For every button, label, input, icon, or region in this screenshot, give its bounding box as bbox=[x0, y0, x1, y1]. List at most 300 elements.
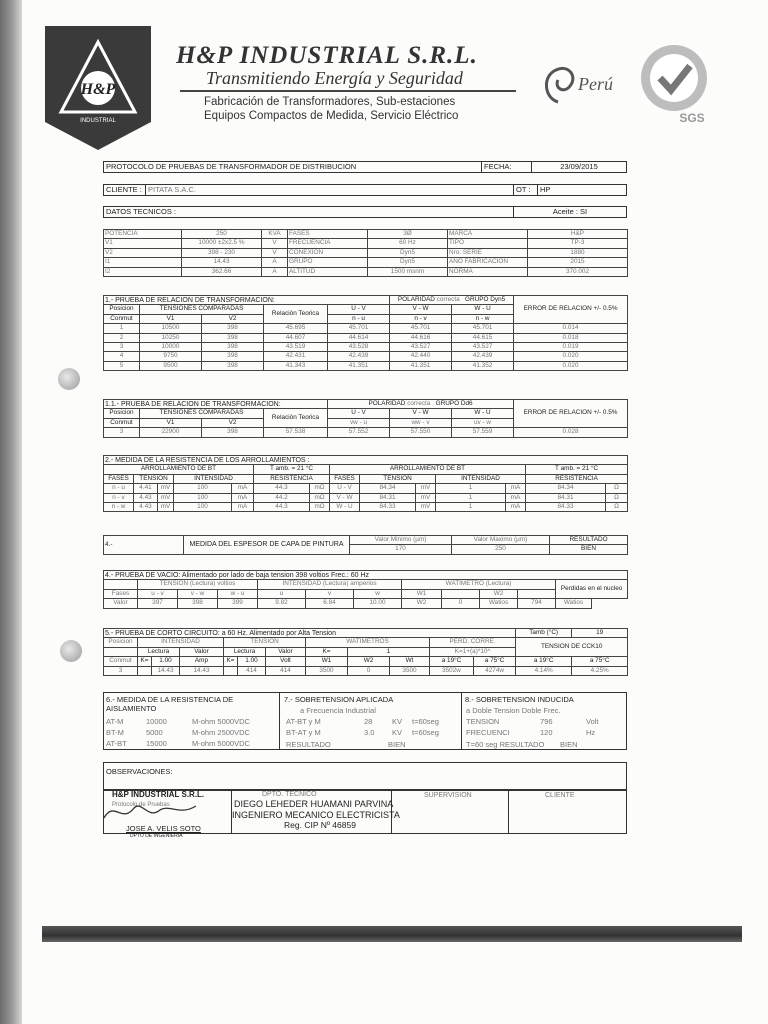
table-cell: mV bbox=[416, 502, 436, 511]
position-header: Posicion bbox=[104, 305, 140, 314]
paint-max-value: 250 bbox=[452, 545, 550, 554]
table-row bbox=[104, 666, 628, 675]
protocol-title-row bbox=[103, 161, 627, 173]
table-row bbox=[104, 333, 628, 342]
winding-resistance-table bbox=[103, 455, 628, 512]
table-cell: mA bbox=[506, 493, 526, 502]
ratio-test-title: 1.- PRUEBA DE RELACION DE TRANSFORMACION: bbox=[104, 296, 390, 305]
table-cell: mΩ bbox=[310, 493, 330, 502]
table-cell: u bbox=[258, 589, 306, 598]
ot-value: HP bbox=[540, 185, 551, 195]
uv-header: U - V bbox=[328, 409, 390, 418]
table-cell: 6.84 bbox=[306, 599, 354, 608]
handwritten-signature bbox=[100, 798, 220, 826]
table-row bbox=[104, 502, 628, 511]
logo-text: H&P bbox=[80, 81, 116, 98]
paint-result-label: RESULTADO bbox=[550, 536, 628, 545]
table-cell: n - u bbox=[104, 484, 134, 493]
table-cell: V - W bbox=[330, 493, 360, 502]
stamp-company: H&P INDUSTRIAL S.R.L. bbox=[112, 790, 205, 799]
overvoltage-cell: t=60seg bbox=[412, 717, 439, 726]
phases-header: FASES bbox=[104, 474, 134, 483]
table-cell: 398 bbox=[202, 333, 264, 342]
v2-header: V2 bbox=[202, 418, 264, 427]
table-cell: 1 bbox=[104, 324, 140, 333]
overvoltage-cell: KV bbox=[392, 728, 403, 737]
voltage-header: TENSION bbox=[360, 474, 436, 483]
table-cell: 44.2 bbox=[254, 493, 310, 502]
table-cell: 4.41 bbox=[134, 484, 158, 493]
table-cell: 0.018 bbox=[514, 333, 628, 342]
commutator-header: Conmut bbox=[104, 314, 140, 323]
table-row bbox=[104, 230, 628, 239]
induced-frequency-value: 120 bbox=[540, 728, 553, 737]
induced-voltage-unit: Volt bbox=[586, 717, 599, 726]
paint-result-value: BIEN bbox=[550, 545, 628, 554]
nw-header: n - w bbox=[452, 314, 514, 323]
theoretical-ratio-header: Relación Teorica bbox=[264, 409, 328, 428]
company-services-2: Equipos Compactos de Medida, Servicio Eléctrico bbox=[204, 110, 459, 122]
short-circuit-tamb: 19 bbox=[572, 629, 628, 638]
table-cell: 0 bbox=[348, 666, 390, 675]
table-cell: mA bbox=[232, 502, 254, 511]
sgs-certification-seal bbox=[628, 40, 720, 126]
ratio-test-2-title: 1.1.- PRUEBA DE RELACION DE TRANSFORMACION: bbox=[104, 400, 328, 409]
supervision-label: SUPERVISION bbox=[424, 792, 472, 799]
peru-text: Perú bbox=[578, 74, 613, 94]
table-cell bbox=[518, 589, 556, 598]
table-cell: Ω bbox=[606, 484, 628, 493]
nv-header: n - v bbox=[390, 314, 452, 323]
table-cell: v - w bbox=[178, 589, 218, 598]
value-header: Valor bbox=[266, 647, 306, 656]
table-cell: 57.559 bbox=[452, 428, 514, 437]
insulation-cell: M-ohm 5000VDC bbox=[192, 739, 250, 748]
reading-header: Lectura bbox=[138, 647, 180, 656]
ratio-test-table bbox=[103, 295, 628, 371]
overvoltage-cell: KV bbox=[392, 717, 403, 726]
observations-box bbox=[103, 762, 627, 790]
value-header: Valor bbox=[180, 647, 224, 656]
table-cell: KVA bbox=[262, 230, 288, 239]
punch-hole bbox=[58, 368, 80, 390]
table-cell: 0.020 bbox=[514, 361, 628, 370]
table-cell: mΩ bbox=[310, 502, 330, 511]
induced-frequency-unit: Hz bbox=[586, 728, 596, 737]
table-cell: 398 bbox=[202, 324, 264, 333]
table-cell: 0 bbox=[442, 599, 480, 608]
volt-header: Volt bbox=[266, 657, 306, 666]
table-row bbox=[104, 361, 628, 370]
ratio-error-header: ERROR DE RELACION +/- 0.5% bbox=[514, 296, 628, 324]
table-cell: 3502w bbox=[430, 666, 474, 675]
insulation-cell: AT-BT bbox=[106, 739, 127, 748]
peru-brand-logo bbox=[538, 58, 634, 112]
sc-impedance-header: TENSION DE CCK10 bbox=[516, 638, 628, 657]
table-cell: 4274w bbox=[474, 666, 516, 675]
table-cell: 10250 bbox=[140, 333, 202, 342]
resistance-right-title: ARROLLAMIENTO DE BT bbox=[330, 465, 526, 474]
w2-header: W2 bbox=[348, 657, 390, 666]
table-cell: 84.34 bbox=[526, 484, 606, 493]
table-cell: 41.352 bbox=[452, 361, 514, 370]
table-cell: V bbox=[262, 239, 288, 248]
overvoltage-cell: 3.0 bbox=[364, 728, 375, 737]
table-cell: 43.528 bbox=[328, 342, 390, 351]
table-cell: mΩ bbox=[310, 484, 330, 493]
table-cell: 42.431 bbox=[264, 352, 328, 361]
table-cell: 43.519 bbox=[264, 342, 328, 351]
client-value: PITATA S.A.C. bbox=[146, 185, 514, 195]
table-cell: 4.43 bbox=[134, 502, 158, 511]
oil-value: Aceite : SI bbox=[552, 207, 588, 217]
short-circuit-title: 5.- PRUEBA DE CORTO CIRCUITO: a 60 Hz. Alimentado por Alta Tension bbox=[104, 629, 516, 638]
table-row bbox=[104, 493, 628, 502]
no-load-title: 4.- PRUEBA DE VACIO: Alimentado por lado de baja tension 398 voltios Frec.: 60 Hz bbox=[104, 571, 628, 580]
reading-header: Lectura bbox=[224, 647, 266, 656]
table-cell: 250 bbox=[182, 230, 262, 239]
paint-min-label: Valor Minimo (µm) bbox=[350, 536, 452, 545]
table-cell: mV bbox=[416, 484, 436, 493]
table-cell: V1 bbox=[104, 239, 182, 248]
table-cell: 57.538 bbox=[264, 428, 328, 437]
engineer-department: DPTO DE INGENIERIA bbox=[130, 833, 183, 839]
table-cell: w - u bbox=[218, 589, 258, 598]
impedance-75c-header: a 75°C bbox=[572, 657, 628, 666]
table-cell: 44.616 bbox=[390, 333, 452, 342]
impedance-19c-header: a 19°C bbox=[516, 657, 572, 666]
table-cell: 44.614 bbox=[328, 333, 390, 342]
table-cell: ALTITUD bbox=[288, 267, 368, 276]
table-cell: 10.00 bbox=[354, 599, 402, 608]
table-cell: 9.82 bbox=[258, 599, 306, 608]
table-cell: n - w bbox=[104, 502, 134, 511]
table-cell: 399 bbox=[218, 599, 258, 608]
table-cell bbox=[224, 666, 238, 675]
table-cell: 45.701 bbox=[390, 324, 452, 333]
table-cell: 1 bbox=[436, 493, 506, 502]
table-cell: 1500 msnm bbox=[368, 267, 448, 276]
overvoltage-cell: t=60seg bbox=[412, 728, 439, 737]
table-cell: 3 bbox=[104, 428, 140, 437]
table-cell: W2 bbox=[402, 599, 442, 608]
no-load-current-header: INTENSIDAD (Lectura) amperios bbox=[258, 580, 402, 589]
table-cell: 414 bbox=[266, 666, 306, 675]
ratio-2-polarity: POLARIDAD correcta GRUPO Dd6 bbox=[328, 400, 514, 409]
table-cell: v bbox=[306, 589, 354, 598]
v1-header: V1 bbox=[140, 314, 202, 323]
table-cell: 42.439 bbox=[328, 352, 390, 361]
table-cell: W - U bbox=[330, 502, 360, 511]
table-cell: w bbox=[354, 589, 402, 598]
losses-75c-header: a 75°C bbox=[474, 657, 516, 666]
table-cell: 43.527 bbox=[452, 342, 514, 351]
table-cell: POTENCIA bbox=[104, 230, 182, 239]
company-slogan: Transmitiendo Energía y Seguridad bbox=[206, 68, 463, 88]
insulation-cell: 5000 bbox=[146, 728, 163, 737]
ratio-polarity: POLARIDAD correcta GRUPO Dyn5 bbox=[390, 296, 514, 305]
table-cell: 362.66 bbox=[182, 267, 262, 276]
table-cell: 100 bbox=[174, 493, 232, 502]
table-cell: 22900 bbox=[140, 428, 202, 437]
losses-19c-header: a 19°C bbox=[430, 657, 474, 666]
table-cell: 1880 bbox=[528, 248, 628, 257]
table-cell: 45.695 bbox=[264, 324, 328, 333]
table-cell: 42.439 bbox=[452, 352, 514, 361]
no-load-voltage-header: TENSION (Lectura) voltios bbox=[138, 580, 258, 589]
induced-result-label: T=60 seg RESULTADO bbox=[466, 740, 545, 749]
correction-factor-header: K=1+(a)*10^ bbox=[430, 647, 516, 656]
induced-overvoltage-subtitle: a Doble Tension Doble Frec. bbox=[466, 706, 561, 715]
table-row bbox=[104, 324, 628, 333]
table-cell: 84.31 bbox=[526, 493, 606, 502]
k-value: 1 bbox=[348, 647, 430, 656]
date-value: 23/09/2015 bbox=[560, 162, 598, 172]
table-row bbox=[104, 239, 628, 248]
table-cell: 3 bbox=[104, 666, 138, 675]
table-cell: A bbox=[262, 258, 288, 267]
phase-b-header: ww - v bbox=[390, 418, 452, 427]
wu-header: W - U bbox=[452, 409, 514, 418]
k-value: 1.00 bbox=[238, 657, 266, 666]
sgs-text: SGS bbox=[679, 111, 705, 125]
table-cell: u - v bbox=[138, 589, 178, 598]
table-cell: 398 bbox=[202, 352, 264, 361]
table-cell: 44.3 bbox=[254, 484, 310, 493]
technical-data-row bbox=[103, 206, 627, 218]
sc-voltage-header: TENSION bbox=[224, 638, 306, 647]
table-cell: 2015 bbox=[528, 258, 628, 267]
sc-wattmeters-header: WATIMETROS bbox=[306, 638, 430, 647]
compared-voltages-header: TENSIONES COMPARADAS bbox=[140, 305, 264, 314]
table-cell: 398 - 230 bbox=[182, 248, 262, 257]
sc-losses-header: PERD. CORRE. bbox=[430, 638, 516, 647]
table-cell bbox=[442, 589, 480, 598]
table-cell: FASES bbox=[288, 230, 368, 239]
table-cell: 794 bbox=[518, 599, 556, 608]
table-cell: 44.615 bbox=[452, 333, 514, 342]
table-cell: mV bbox=[416, 493, 436, 502]
current-header: INTENSIDAD bbox=[436, 474, 526, 483]
table-row bbox=[104, 342, 628, 351]
paint-thickness-table bbox=[103, 535, 628, 555]
core-losses-header: Perdidas en el nucleo bbox=[556, 580, 628, 599]
table-cell: TP-3 bbox=[528, 239, 628, 248]
table-cell: I1 bbox=[104, 258, 182, 267]
table-cell: CONEXION bbox=[288, 248, 368, 257]
divider bbox=[279, 692, 280, 750]
induced-voltage-label: TENSION bbox=[466, 717, 500, 726]
table-cell: 10500 bbox=[140, 324, 202, 333]
table-cell: Dyn5 bbox=[368, 258, 448, 267]
table-cell: 5 bbox=[104, 361, 140, 370]
table-cell: 44.607 bbox=[264, 333, 328, 342]
vw-header: V - W bbox=[390, 305, 452, 314]
observations-label: OBSERVACIONES: bbox=[106, 767, 173, 776]
table-cell: 0.028 bbox=[514, 428, 628, 437]
technical-department-label: DPTO. TECNICO bbox=[262, 791, 317, 798]
phases-label: Fases bbox=[104, 589, 138, 598]
v2-header: V2 bbox=[202, 314, 264, 323]
technical-data-label: DATOS TECNICOS : bbox=[104, 207, 514, 217]
ratio-2-error-header: ERROR DE RELACION +/- 0.5% bbox=[514, 400, 628, 428]
table-cell: 4.14% bbox=[516, 666, 572, 675]
table-cell: 2 bbox=[104, 333, 140, 342]
table-cell: A bbox=[262, 267, 288, 276]
table-cell: 84.33 bbox=[360, 502, 416, 511]
table-cell: H&P bbox=[528, 230, 628, 239]
date-label: FECHA: bbox=[482, 162, 532, 172]
divider bbox=[461, 692, 462, 750]
engineer2-cip: Reg. CIP Nº 46859 bbox=[284, 820, 356, 830]
table-cell: 100 bbox=[174, 502, 232, 511]
table-cell: 84.33 bbox=[526, 502, 606, 511]
table-cell: FRECUENCIA bbox=[288, 239, 368, 248]
table-cell: 84.31 bbox=[360, 493, 416, 502]
company-name: H&P INDUSTRIAL S.R.L. bbox=[176, 42, 478, 69]
overvoltage-cell: 28 bbox=[364, 717, 373, 726]
table-cell: mV bbox=[158, 502, 174, 511]
company-services-1: Fabricación de Transformadores, Sub-estaciones bbox=[204, 96, 456, 108]
table-cell: 84.34 bbox=[360, 484, 416, 493]
resistance-header: RESISTENCIA bbox=[254, 474, 330, 483]
divider bbox=[508, 790, 509, 834]
commutator-header: Conmut bbox=[104, 418, 140, 427]
w1-header: W1 bbox=[306, 657, 348, 666]
wt-header: Wt bbox=[390, 657, 430, 666]
paint-section-number: 4.- bbox=[104, 536, 184, 555]
table-cell: Nro. SERIE bbox=[448, 248, 528, 257]
insulation-title: 6.- MEDIDA DE LA RESISTENCIA DE AISLAMIENTO bbox=[106, 695, 234, 713]
table-cell: 100 bbox=[174, 484, 232, 493]
table-row bbox=[104, 352, 628, 361]
table-cell: 4.25% bbox=[572, 666, 628, 675]
table-cell: U - V bbox=[330, 484, 360, 493]
table-cell: 44.3 bbox=[254, 502, 310, 511]
table-cell: n - v bbox=[104, 493, 134, 502]
table-cell: 1 bbox=[436, 502, 506, 511]
insulation-cell: BT-M bbox=[106, 728, 124, 737]
table-cell: 10000 bbox=[140, 342, 202, 351]
table-cell: NORMA bbox=[448, 267, 528, 276]
table-row bbox=[104, 258, 628, 267]
table-row bbox=[104, 484, 628, 493]
induced-overvoltage-title: 8.- SOBRETENSION INDUCIDA bbox=[465, 695, 574, 704]
table-cell: 4.43 bbox=[134, 493, 158, 502]
table-cell: 43.527 bbox=[390, 342, 452, 351]
table-cell: Dyn5 bbox=[368, 248, 448, 257]
resistance-left-title: ARROLLAMIENTO DE BT bbox=[104, 465, 254, 474]
k-header: K= bbox=[306, 647, 348, 656]
ratio-test-2-table bbox=[103, 399, 628, 438]
paint-max-label: Valor Maximo (µm) bbox=[452, 536, 550, 545]
engineer-name: JOSE A. VELIS SOTO bbox=[126, 824, 201, 833]
position-header: Posicion bbox=[104, 638, 138, 647]
table-cell: 1 bbox=[436, 484, 506, 493]
protocol-title: PROTOCOLO DE PRUEBAS DE TRANSFORMADOR DE DISTRIBUCION bbox=[104, 162, 482, 172]
short-circuit-tamb-label: Tamb (°C) bbox=[516, 629, 572, 638]
table-cell: 397 bbox=[138, 599, 178, 608]
table-cell: V bbox=[262, 248, 288, 257]
table-cell: V2 bbox=[104, 248, 182, 257]
overvoltage-cell: BT-AT y M bbox=[286, 728, 321, 737]
paint-label: MEDIDA DEL ESPESOR DE CAPA DE PINTURA bbox=[184, 536, 350, 555]
induced-voltage-value: 796 bbox=[540, 717, 553, 726]
table-cell: I2 bbox=[104, 267, 182, 276]
table-cell: AÑO FABRICACION bbox=[448, 258, 528, 267]
logo-subtext: INDUSTRIAL bbox=[80, 118, 116, 124]
k-header: K= bbox=[224, 657, 238, 666]
technical-data-table bbox=[103, 229, 628, 277]
uv-header: U - V bbox=[328, 305, 390, 314]
nu-header: n - u bbox=[328, 314, 390, 323]
table-cell bbox=[138, 666, 152, 675]
table-cell: 14.43 bbox=[180, 666, 224, 675]
resistance-left-tamb: T amb. = 21 °C bbox=[254, 465, 330, 474]
table-cell: mV bbox=[158, 484, 174, 493]
table-row bbox=[104, 248, 628, 257]
table-cell: Ω bbox=[606, 502, 628, 511]
table-cell: 3 bbox=[104, 342, 140, 351]
engineer2-name: DIEGO LEHEDER HUAMANI PARVINA bbox=[234, 799, 394, 809]
overvoltage-cell: AT-BT y M bbox=[286, 717, 321, 726]
table-cell: Watios bbox=[556, 599, 592, 608]
table-cell: mA bbox=[506, 484, 526, 493]
table-cell: 398 bbox=[202, 361, 264, 370]
table-cell: 398 bbox=[178, 599, 218, 608]
insulation-cell: 10000 bbox=[146, 717, 167, 726]
table-cell: TIPO bbox=[448, 239, 528, 248]
value-label: Valor bbox=[104, 599, 138, 608]
insulation-cell: M-ohm 5000VDC bbox=[192, 717, 250, 726]
binder-edge bbox=[0, 0, 22, 1024]
table-cell: 9750 bbox=[140, 352, 202, 361]
phases-header: FASES bbox=[330, 474, 360, 483]
phase-a-header: vw - u bbox=[328, 418, 390, 427]
header-rule bbox=[180, 90, 516, 92]
table-cell: 0.019 bbox=[514, 342, 628, 351]
table-cell: 60 Hz bbox=[368, 239, 448, 248]
compared-voltages-header: TENSIONES COMPARADAS bbox=[140, 409, 264, 418]
table-cell: 398 bbox=[202, 342, 264, 351]
short-circuit-test-table bbox=[103, 628, 628, 676]
induced-frequency-label: FRECUENCI bbox=[466, 728, 510, 737]
client-signature-label: CLIENTE bbox=[545, 792, 575, 799]
vw-header: V - W bbox=[390, 409, 452, 418]
wu-header: W - U bbox=[452, 305, 514, 314]
applied-overvoltage-subtitle: a Frecuencia Industrial bbox=[300, 706, 376, 715]
k-value: 1.00 bbox=[152, 657, 180, 666]
insulation-cell: AT-M bbox=[106, 717, 124, 726]
table-cell: 57.550 bbox=[390, 428, 452, 437]
table-cell: 0.014 bbox=[514, 324, 628, 333]
client-row bbox=[103, 184, 627, 196]
table-cell: 42.440 bbox=[390, 352, 452, 361]
position-header: Posicion bbox=[104, 409, 140, 418]
table-cell: 41.343 bbox=[264, 361, 328, 370]
k-header: K= bbox=[138, 657, 152, 666]
table-cell: 398 bbox=[202, 428, 264, 437]
table-cell: mV bbox=[158, 493, 174, 502]
ot-label: OT : bbox=[514, 185, 538, 195]
table-cell: Ω bbox=[606, 493, 628, 502]
table-cell: 45.701 bbox=[328, 324, 390, 333]
amp-header: Amp bbox=[180, 657, 224, 666]
paint-min-value: 170 bbox=[350, 545, 452, 554]
table-cell: 10000 ±2x2.5 % bbox=[182, 239, 262, 248]
table-cell: 14.43 bbox=[152, 666, 180, 675]
table-cell: W1 bbox=[402, 589, 442, 598]
